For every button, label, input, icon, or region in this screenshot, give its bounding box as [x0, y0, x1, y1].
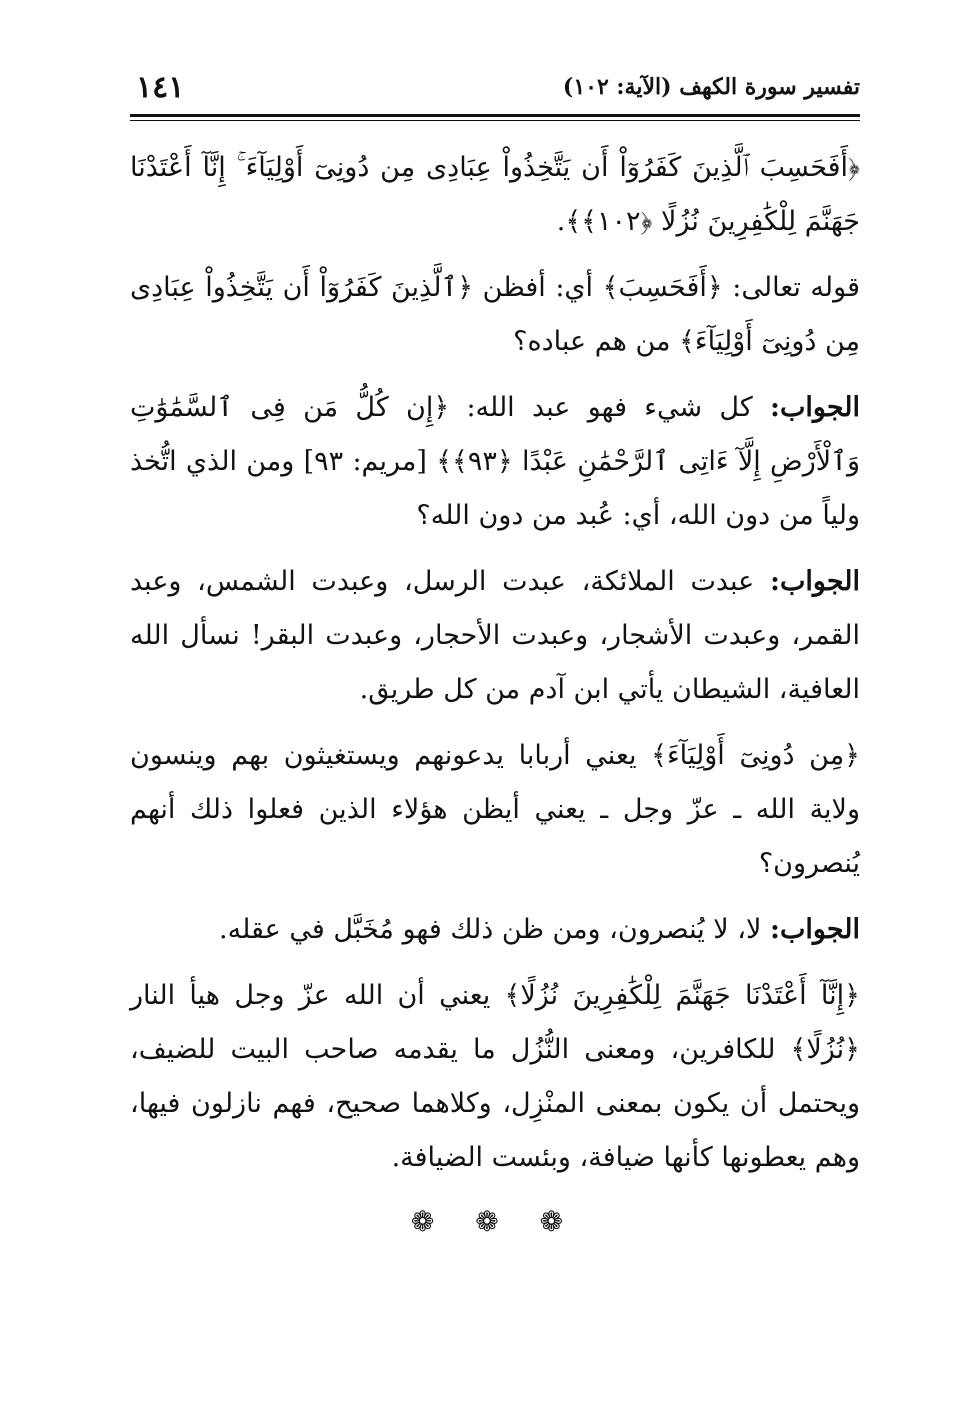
header-rule-thin [130, 120, 860, 121]
section-divider: ❁ ❁ ❁ [410, 1205, 580, 1238]
document-page [130, 70, 860, 1238]
paragraph-text: لا، لا يُنصرون، ومن ظن ذلك فهو مُخَبَّل في عقله. [219, 914, 770, 945]
paragraph-commentary [130, 261, 860, 369]
answer-label: الجواب: [770, 566, 860, 597]
page-number: ١٤١ [136, 70, 185, 105]
paragraph-text: ﴿مِن دُونِىٓ أَوْلِيَآءَ﴾ يعني أربابا يدعونهم ويستغيثون بهم وينسون ولاية الله ـ عزّ وجل ـ يعني أيظن هؤلاء الذين فعلوا ذلك أنهم يُنصرون؟ [130, 740, 860, 879]
paragraph-commentary [130, 969, 860, 1185]
page-header [130, 70, 860, 114]
paragraph-text: قوله تعالى: ﴿أَفَحَسِبَ﴾ أي: أفظن ﴿ٱلَّذِينَ كَفَرُوٓاْ أَن يَتَّخِذُواْ عِبَادِى مِن دُونِىٓ أَوْلِيَآءَ﴾ من هم عباده؟ [130, 272, 860, 357]
body-text [130, 141, 860, 1185]
header-rule-thick [130, 114, 860, 117]
paragraph-text: عبدت الملائكة، عبدت الرسل، وعبدت الشمس، وعبد القمر، وعبدت الأشجار، وعبدت الأحجار، وعبدت البقر! نسأل الله العافية، الشيطان يأتي ابن آدم من كل طريق. [130, 566, 860, 705]
paragraph-text: كل شيء فهو عبد الله: ﴿إِن كُلُّ مَن فِى ٱلسَّمَٰوَٰتِ وَٱلْأَرْضِ إِلَّآ ءَاتِى ٱلرَّحْمَٰنِ عَبْدًا ﴿٩٣﴾﴾ [مريم: ٩٣] ومن الذي اتُّخذ ولياً من دون الله، أي: عُبد من دون الله؟ [130, 392, 860, 531]
paragraph-commentary [130, 729, 860, 891]
paragraph-text: ﴿أَفَحَسِبَ ٱلَّذِينَ كَفَرُوٓاْ أَن يَتَّخِذُواْ عِبَادِى مِن دُونِىٓ أَوْلِيَآءَ ۚ إِنَّآ أَعْتَدْنَا جَهَنَّمَ لِلْكَٰفِرِينَ نُزُلًا ﴿١٠٢﴾﴾. [130, 152, 860, 237]
paragraph-answer [130, 903, 860, 957]
paragraph-text: ﴿إِنَّآ أَعْتَدْنَا جَهَنَّمَ لِلْكَٰفِرِينَ نُزُلًا﴾ يعني أن الله عزّ وجل هيأ النار ﴿نُزُلًا﴾ للكافرين، ومعنى النُّزُل ما يقدمه صاحب البيت للضيف، ويحتمل أن يكون بمعنى المنْزِل، وكلاهما صحيح، فهم نازلون فيها، وهم يعطونها كأنها ضيافة، وبئست الضيافة. [130, 980, 860, 1173]
running-title: تفسير سورة الكهف (الآية: ١٠٢) [562, 74, 860, 100]
answer-label: الجواب: [770, 392, 860, 423]
answer-label: الجواب: [770, 914, 860, 945]
paragraph-answer [130, 555, 860, 717]
paragraph-verse [130, 141, 860, 249]
paragraph-answer [130, 381, 860, 543]
